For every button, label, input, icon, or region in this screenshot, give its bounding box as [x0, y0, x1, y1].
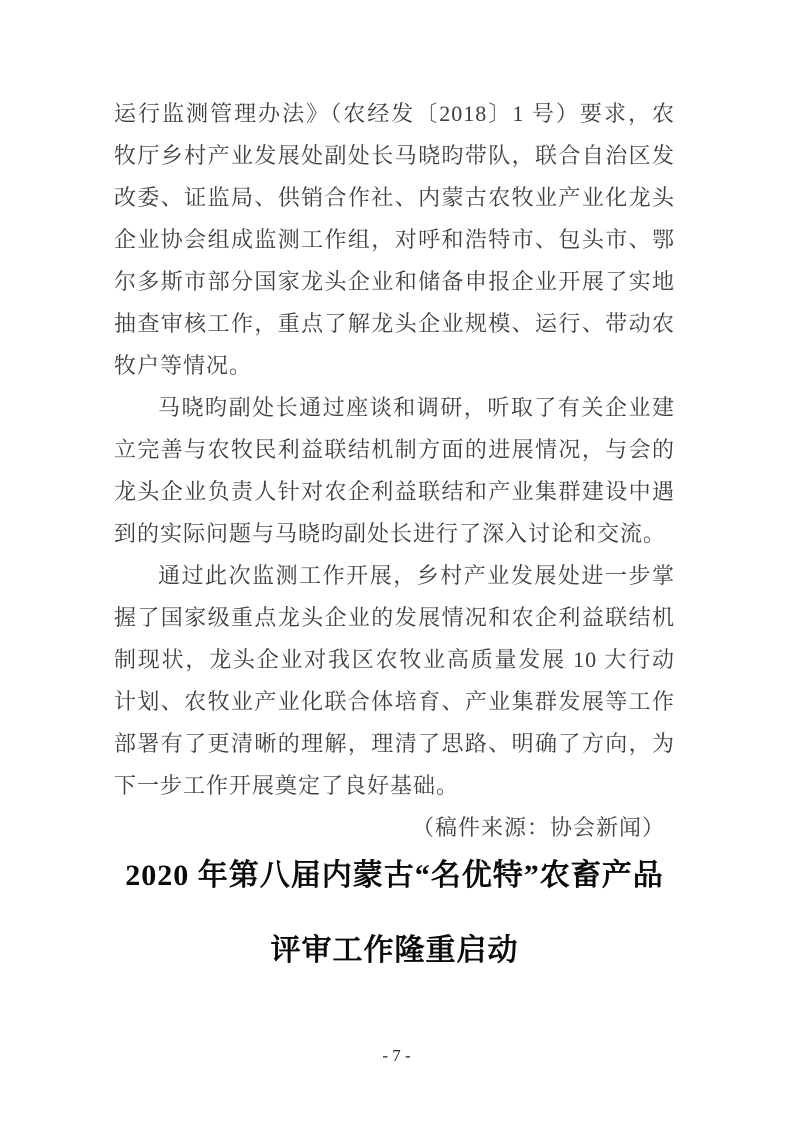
paragraph-continuation: 运行监测管理办法》（农经发〔2018〕1 号）要求，农牧厅乡村产业发展处副处长马晓昀带队，联合自治区发改委、证监局、供销合作社、内蒙古农牧业产业化龙头企业协会组成监测工作组，对呼和浩特市、包头市、鄂尔多斯市部分国家龙头企业和储备申报企业开展了实地抽查审核工作，重点了解龙头企业规模、运行、带动农牧户等情况。	[114, 101, 675, 378]
article-heading	[114, 858, 675, 969]
page-number: - 7 -	[382, 1046, 411, 1065]
paragraph: 通过此次监测工作开展，乡村产业发展处进一步掌握了国家级重点龙头企业的发展情况和农企利益联结机制现状，龙头企业对我区农牧业高质量发展 10 大行动计划、农牧业产业化联合体培育、产业集群发展等工作部署有了更清晰的理解，理清了思路、明确了方向，为下一步工作开展奠定了良好基础。	[114, 563, 675, 798]
heading-line-2: 评审工作隆重启动	[270, 934, 519, 967]
paragraph: 马晓昀副处长通过座谈和调研，听取了有关企业建立完善与农牧民利益联结机制方面的进展情况，与会的龙头企业负责人针对农企利益联结和产业集群建设中遇到的实际问题与马晓昀副处长进行了深入讨论和交流。	[114, 395, 675, 546]
heading-line-1: 2020 年第八届内蒙古“名优特”农畜产品	[125, 859, 664, 892]
source-note: （稿件来源：协会新闻）	[411, 815, 665, 840]
